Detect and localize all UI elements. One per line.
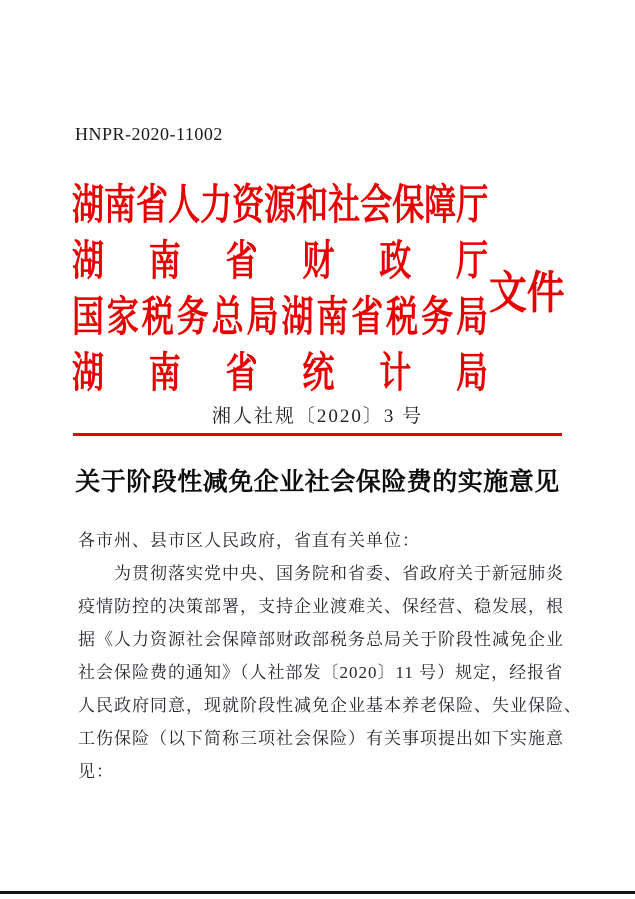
document-title: 关于阶段性减免企业社会保险费的实施意见 xyxy=(75,469,560,496)
issuing-authority-tax: 国 家 税 务 总 局 湖 南 省 税 务 局 xyxy=(72,295,489,341)
body-line: 社会保险费的通知》（人社部发〔2020〕11 号）规定，经报省 xyxy=(78,663,564,682)
issuing-authority-finance: 湖 南 省 财 政 厅 xyxy=(72,239,489,285)
issuing-authority-hrss: 湖 南 省 人 力 资 源 和 社 会 保 障 厅 xyxy=(72,183,489,229)
body-line: 据《人力资源社会保障部财政部税务总局关于阶段性减免企业 xyxy=(78,630,564,649)
body-line: 疫情防控的决策部署，支持企业渡难关、保经营、稳发展，根 xyxy=(78,597,564,616)
body-line: 人民政府同意，现就阶段性减免企业基本养老保险、失业保险、 xyxy=(78,696,582,715)
registration-code: HNPR-2020-11002 xyxy=(75,124,223,144)
body-line-salutation: 各市州、县市区人民政府，省直有关单位： xyxy=(78,531,420,550)
document-reference-number: 湘人社规〔2020〕3 号 xyxy=(211,406,424,427)
body-paragraphs xyxy=(78,524,582,788)
red-divider-rule xyxy=(73,433,562,436)
document-type-label: 文件 xyxy=(489,268,565,318)
issuing-authority-statistics: 湖 南 省 统 计 局 xyxy=(72,351,489,397)
body-line: 工伤保险（以下简称三项社会保险）有关事项提出如下实施意 xyxy=(78,729,564,748)
issuing-authorities-block xyxy=(72,178,488,402)
body-line: 为贯彻落实党中央、国务院和省委、省政府关于新冠肺炎 xyxy=(78,564,564,583)
page-bottom-edge-shadow xyxy=(0,891,635,894)
body-line: 见： xyxy=(78,762,114,781)
